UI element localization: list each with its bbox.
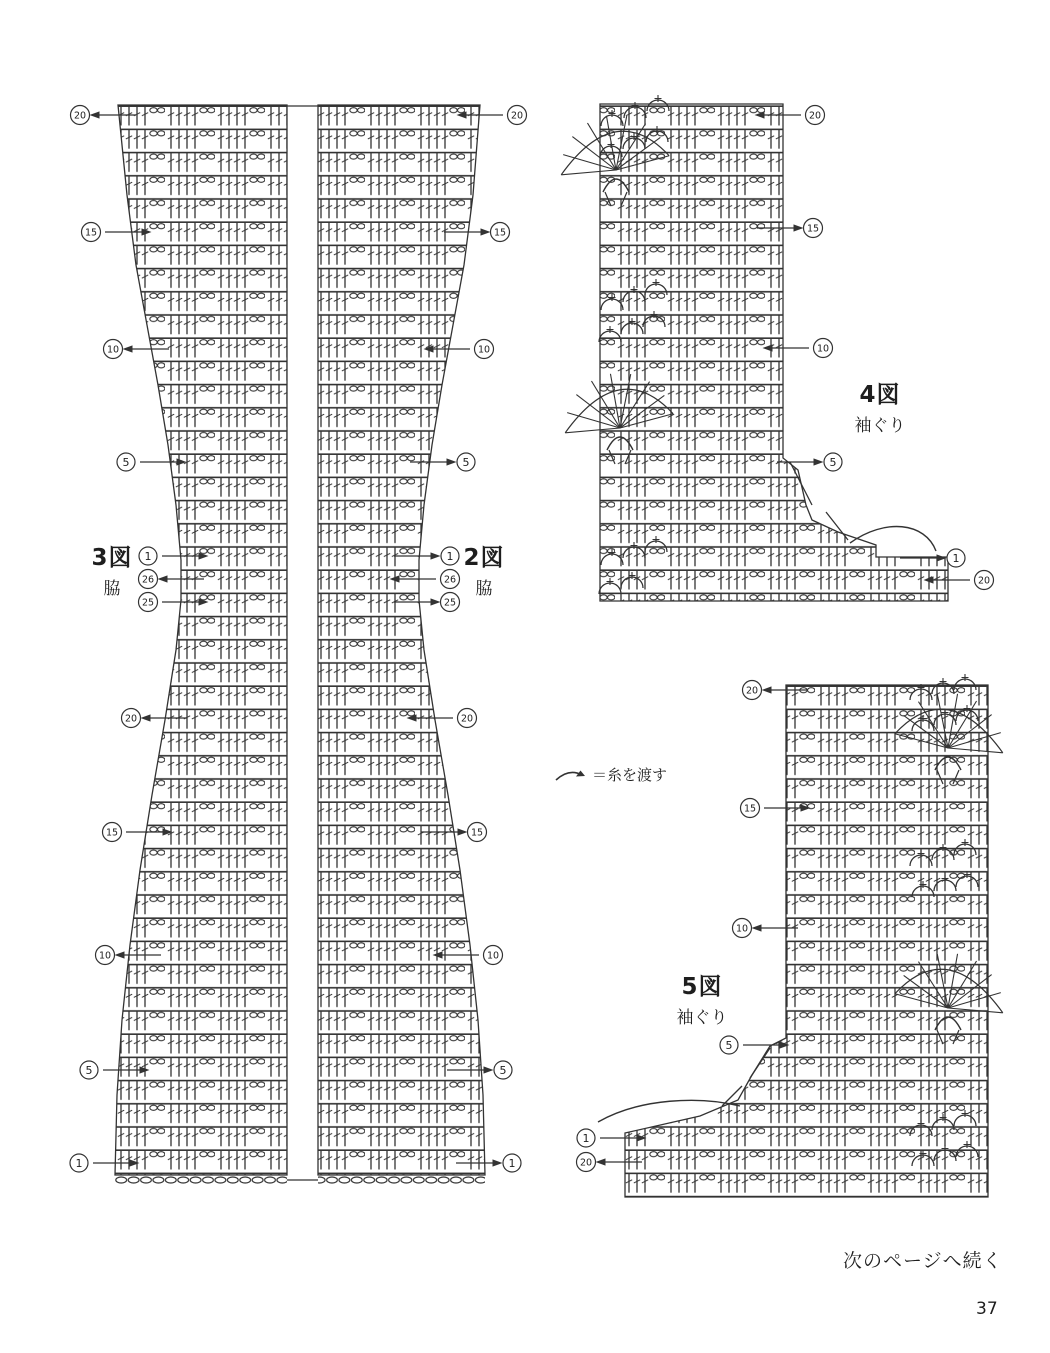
row-number: 26 [443,574,457,586]
row-number: 10 [98,950,112,962]
continuation-note: 次のページへ続く [843,1250,1003,1272]
figure-label-2 [452,546,516,599]
figure-2-subtitle: 脇 [475,579,493,600]
row-number: 15 [470,827,484,839]
arrowhead-icon [447,458,457,465]
arrowhead-icon [431,552,441,559]
arrowhead-icon [123,345,133,352]
arrowhead-icon [814,458,824,465]
row-number: 20 [745,685,759,697]
row-number: 20 [124,713,138,725]
row-number: 15 [743,803,757,815]
row-number: 5 [829,455,837,469]
row-number: 25 [443,597,457,609]
figure-2-title: 2図 [463,545,505,571]
row-number: 25 [141,597,155,609]
figure-3-subtitle: 脇 [103,579,121,600]
row-number: 10 [486,950,500,962]
arrowhead-icon [90,111,100,118]
arrowhead-icon [458,828,468,835]
row-number: 15 [493,227,507,239]
carry-yarn-icon [553,766,589,784]
row-number: 10 [106,344,120,356]
page-number: 37 [976,1299,998,1319]
foundation-chain [115,1175,287,1185]
legend-text: ＝糸を渡す [592,766,668,784]
arrowhead-icon [596,1158,606,1165]
row-number: 5 [85,1063,93,1077]
row-number: 26 [141,574,155,586]
figure-5-title: 5図 [681,974,723,1000]
figure-5-subtitle: 袖ぐり [676,1008,728,1029]
figure-4-title: 4図 [859,382,901,408]
row-number: 15 [84,227,98,239]
arrowhead-icon [493,1159,503,1166]
arrowhead-icon [141,714,151,721]
row-number: 10 [477,344,491,356]
chart-5-panel [625,685,988,1197]
arrowhead-icon [431,598,441,605]
row-number: 1 [508,1156,516,1170]
row-number: 15 [806,223,820,235]
row-number: 10 [816,343,830,355]
row-number: 10 [735,923,749,935]
row-number: 5 [122,455,130,469]
row-number: 1 [582,1131,590,1145]
arrowhead-icon [115,951,125,958]
row-number: 1 [75,1156,83,1170]
arrowhead-icon [158,575,168,582]
row-number: 5 [499,1063,507,1077]
figure-label-5 [660,975,744,1028]
figure-label-4 [838,383,922,436]
row-number: 15 [105,827,119,839]
row-number: 20 [73,110,87,122]
row-number: 5 [725,1038,733,1052]
legend [553,764,667,785]
row-number: 1 [144,549,152,563]
figure-3-title: 3図 [91,545,133,571]
row-number: 20 [510,110,524,122]
foundation-chain [318,1175,485,1185]
chart-2-panel [318,105,485,1175]
arrowhead-icon [484,1066,494,1073]
arrowhead-icon [752,924,762,931]
row-number: 20 [579,1157,593,1169]
row-number: 1 [952,551,960,565]
figure-label-3 [80,546,144,599]
row-number: 20 [460,713,474,725]
row-number: 20 [977,575,991,587]
arrowhead-icon [481,228,491,235]
figure-4-subtitle: 袖ぐり [854,416,906,437]
arrowhead-icon [794,224,804,231]
row-number: 1 [446,549,454,563]
chart-3-panel [115,105,287,1175]
arrowhead-icon [762,686,772,693]
row-number: 5 [462,455,470,469]
row-number: 20 [808,110,822,122]
